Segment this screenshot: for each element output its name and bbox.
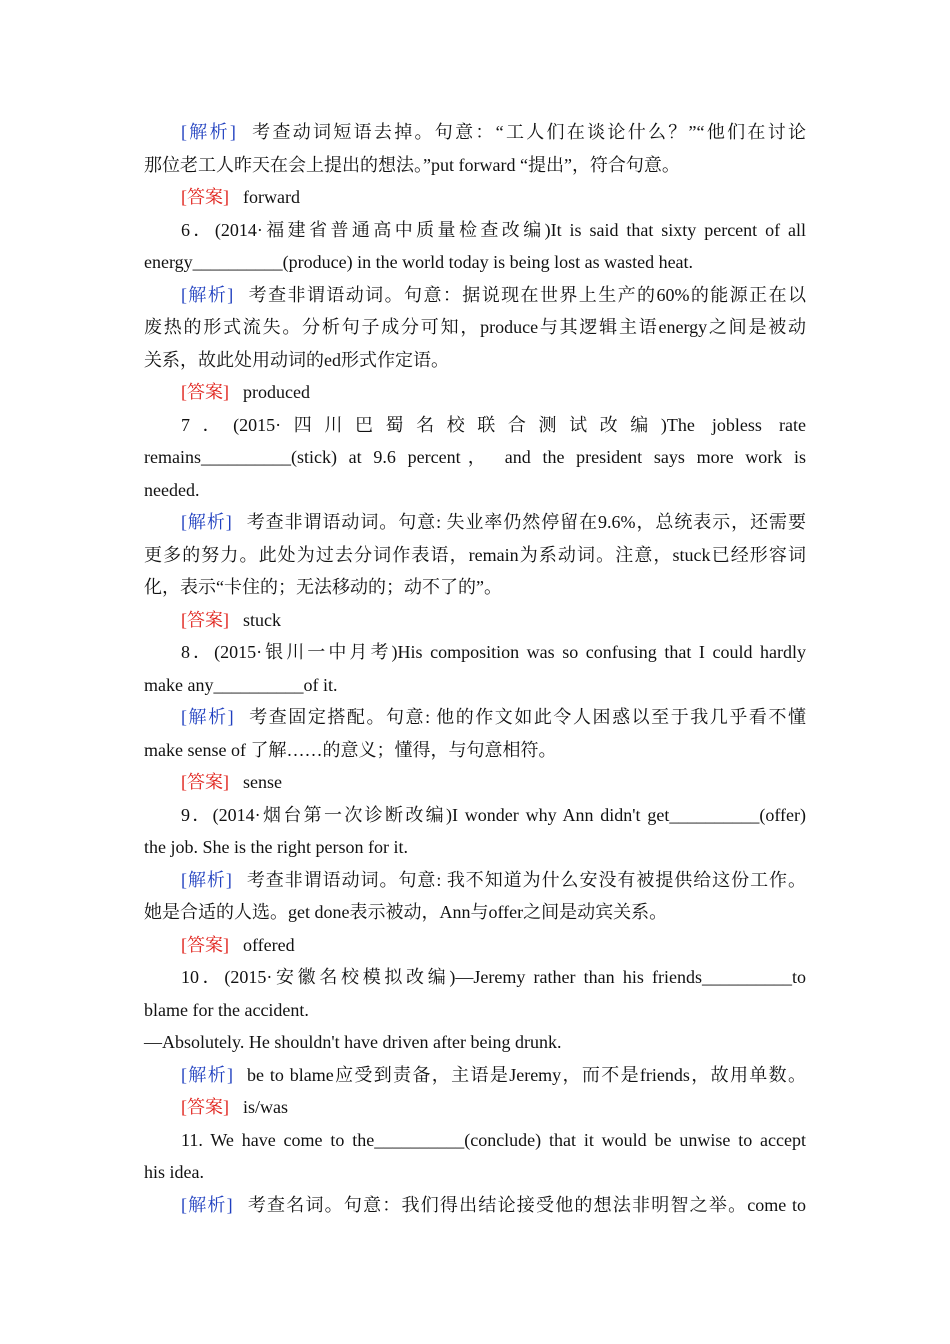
question-line: 7．(2015·四川巴蜀名校联合测试改编)The jobless rate [181,414,806,435]
analysis-tag: [解析] [181,284,234,305]
analysis-tag: [解析] [181,122,236,142]
answer-tag: [答案] [181,1097,229,1117]
text-line: 关系，故此处用动词的ed形式作定语。 [144,349,449,370]
analysis-line: [解析] 考查非谓语动词。句意: 失业率仍然停留在9.6%，总统表示，还需要 [181,512,806,532]
answer-line: [答案] produced [181,382,310,402]
text-line: —Absolutely. He shouldn't have driven after being drunk. [144,1032,562,1052]
text-line: needed. [144,479,200,500]
text-line: blame for the accident. [144,999,309,1020]
answer-tag: [答案] [181,187,229,207]
text-line: 废热的形式流失。分析句子成分可知，produce与其逻辑主语energy之间是被动 [144,317,806,337]
question-line: 8．(2015·银川一中月考)His composition was so confusing that I could hardly [181,642,806,662]
text-line: 她是合适的人选。get done表示被动，Ann与offer之间是动宾关系。 [144,902,668,922]
text-line: remains__________(stick) at 9.6 percent， and the president says more work is [144,447,806,467]
answer-line: [答案] stuck [181,609,281,630]
analysis-tag: [解析] [181,512,232,532]
analysis-line: [解析] 考查名词。句意：我们得出结论接受他的想法非明智之举。come to [181,1194,806,1215]
answer-tag: [答案] [181,609,229,630]
analysis-tag: [解析] [181,1194,233,1215]
question-line: 10．(2015·安徽名校模拟改编)—Jeremy rather than his friends__________to [181,967,806,987]
question-line: 11. We have come to the__________(conclude) that it would be unwise to accept [181,1129,806,1150]
text-line: energy__________(produce) in the world today is being lost as wasted heat. [144,252,694,272]
question-line: 6．(2014·福建省普通高中质量检查改编)It is said that sixty percent of all [181,219,806,240]
analysis-tag: [解析] [181,1064,234,1085]
answer-line: [答案] sense [181,772,282,792]
document-page [144,116,806,1221]
answer-line: [答案] forward [181,187,300,207]
analysis-tag: [解析] [181,707,234,727]
analysis-tag: [解析] [181,869,232,890]
text-line: make sense of 了解……的意义；懂得，与句意相符。 [144,739,557,760]
question-line: 9．(2014·烟台第一次诊断改编)I wonder why Ann didn't get__________(offer) [181,804,806,825]
answer-tag: [答案] [181,772,229,792]
text-line: 那位老工人昨天在会上提出的想法。”put forward “提出”，符合句意。 [144,154,680,175]
answer-tag: [答案] [181,934,229,955]
answer-line: [答案] offered [181,934,295,955]
text-line: the job. She is the right person for it. [144,837,408,857]
analysis-line: [解析] be to blame应受到责备，主语是Jeremy，而不是friends，故用单数。 [181,1064,806,1085]
text-line: make any__________of it. [144,674,338,695]
analysis-line: [解析] 考查非谓语动词。句意：据说现在世界上生产的60%的能源正在以 [181,284,806,305]
answer-tag: [答案] [181,382,229,402]
text-line: his idea. [144,1162,204,1182]
analysis-line: [解析] 考查非谓语动词。句意: 我不知道为什么安没有被提供给这份工作。 [181,869,806,890]
text-line: 更多的努力。此处为过去分词作表语，remain为系动词。注意，stuck已经形容词 [144,544,806,565]
analysis-line: [解析] 考查固定搭配。句意: 他的作文如此令人困惑以至于我几乎看不懂 [181,707,806,727]
analysis-line: [解析] 考查动词短语去掉。句意：“工人们在谈论什么？”“他们在讨论 [181,122,806,142]
answer-line: [答案] is/was [181,1097,288,1117]
text-line: 化，表示“卡住的；无法移动的；动不了的”。 [144,577,502,597]
